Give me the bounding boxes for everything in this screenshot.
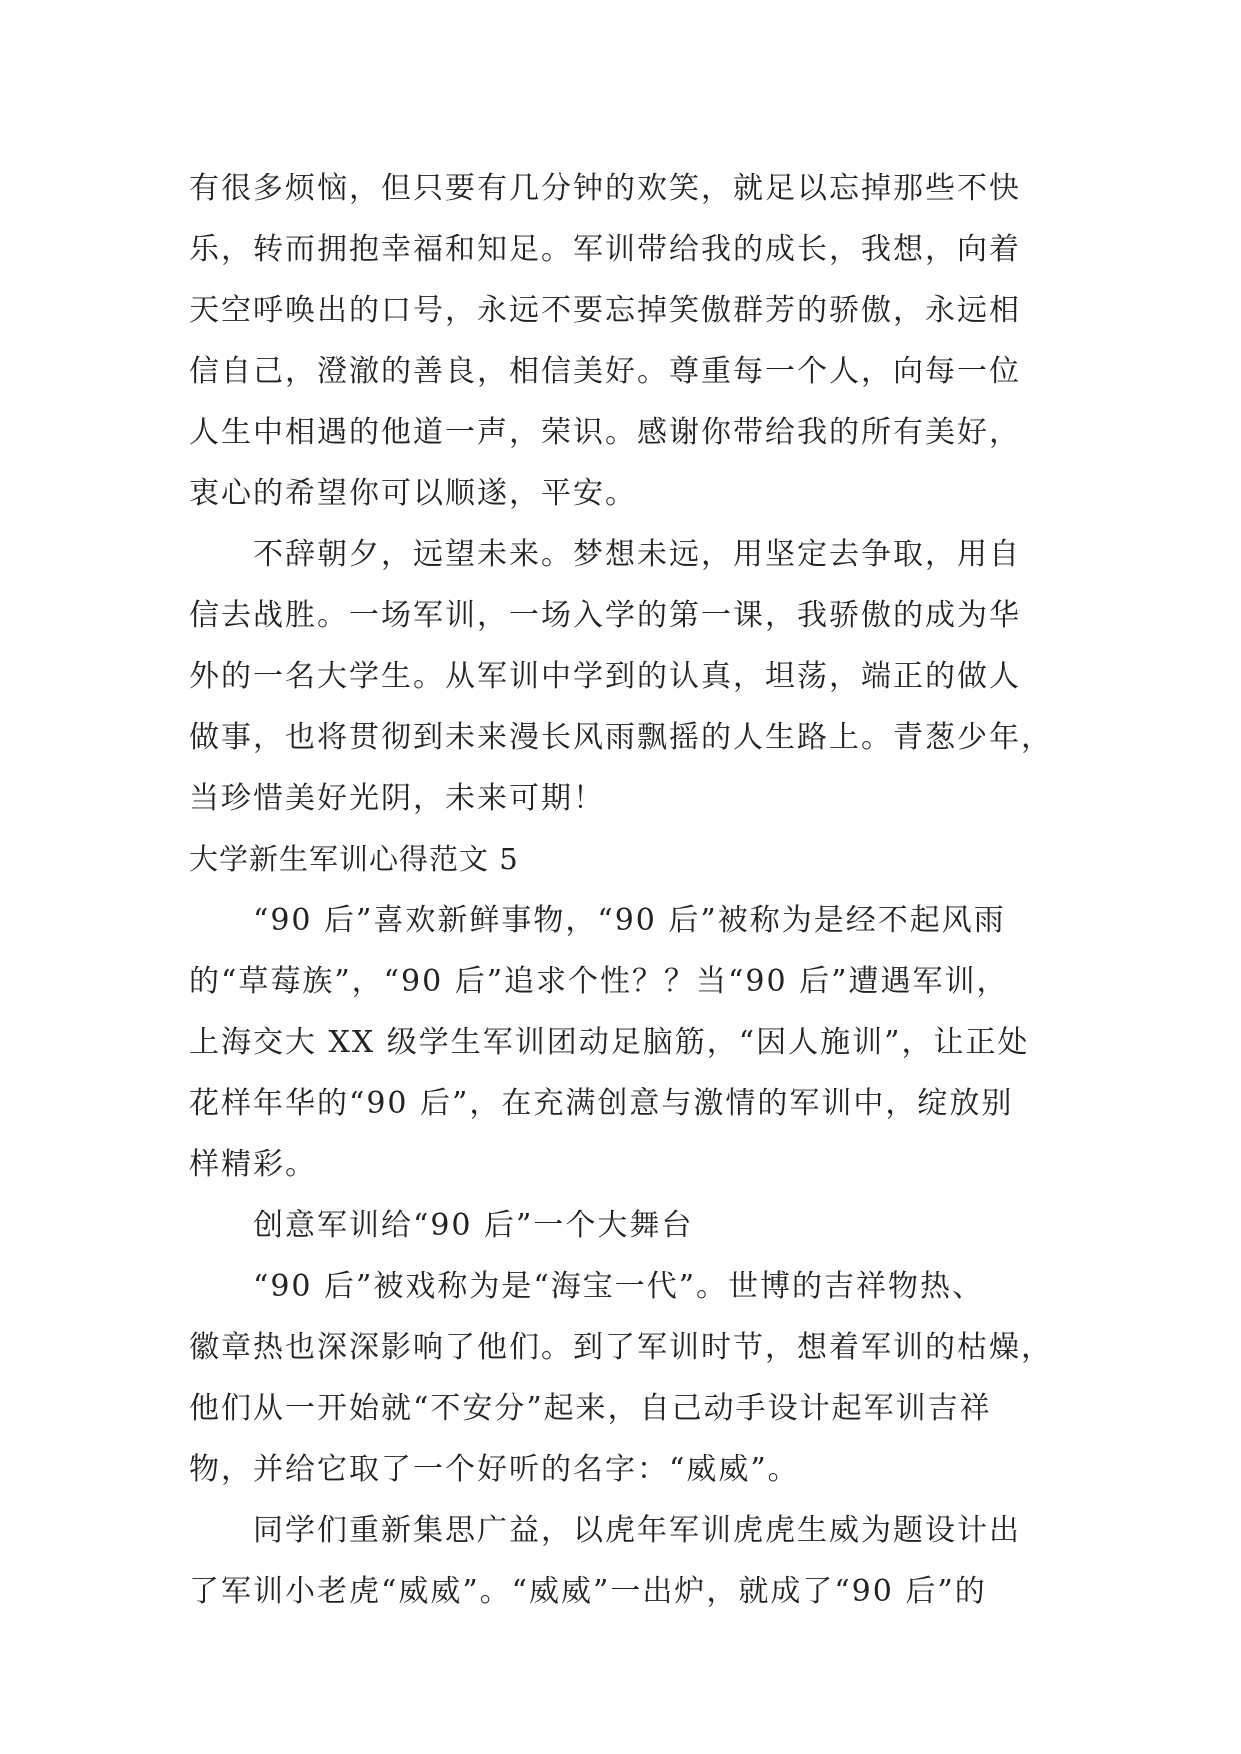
paragraph-line: 同学们重新集思广益，以虎年军训虎虎生威为题设计出	[253, 1513, 1021, 1548]
paragraph-line: 物，并给它取了一个好听的名字：“威威”。	[189, 1452, 800, 1487]
paragraph-line: 有很多烦恼，但只要有几分钟的欢笑，就足以忘掉那些不快	[189, 171, 1021, 206]
paragraph-line: 不辞朝夕，远望未来。梦想未远，用坚定去争取，用自	[253, 537, 1021, 572]
paragraph-line: 衷心的希望你可以顺遂，平安。	[189, 476, 637, 511]
section-title: 大学新生军训心得范文 5	[189, 842, 519, 876]
paragraph-line: 的“草莓族”，“90 后”追求个性？？当“90 后”遭遇军训，	[189, 964, 1009, 999]
paragraph-2	[189, 524, 1059, 829]
paragraph-line: 信去战胜。一场军训，一场入学的第一课，我骄傲的成为华	[189, 598, 1021, 633]
paragraph-line: 了军训小老虎“威威”。“威威”一出炉，就成了“90 后”的	[189, 1574, 987, 1609]
paragraph-line: “90 后”被戏称为是“海宝一代”。世博的吉祥物热、	[253, 1269, 985, 1304]
paragraph-line: 花样年华的“90 后”，在充满创意与激情的军训中，绽放别	[189, 1086, 1014, 1121]
paragraph-4	[189, 1256, 1059, 1500]
paragraph-3	[189, 890, 1059, 1195]
paragraph-line: 样精彩。	[189, 1147, 317, 1182]
paragraph-line: 上海交大 XX 级学生军训团动足脑筋，“因人施训”，让正处	[189, 1025, 1030, 1060]
subheading: 创意军训给“90 后”一个大舞台	[253, 1208, 694, 1243]
paragraph-line: 乐，转而拥抱幸福和知足。军训带给我的成长，我想，向着	[189, 232, 1021, 267]
paragraph-5	[189, 1500, 1059, 1622]
paragraph-line: 信自己，澄澈的善良，相信美好。尊重每一个人，向每一位	[189, 354, 1021, 389]
paragraph-line: 人生中相遇的他道一声，荣识。感谢你带给我的所有美好，	[189, 415, 1021, 450]
paragraph-line: 天空呼唤出的口号，永远不要忘掉笑傲群芳的骄傲，永远相	[189, 293, 1021, 328]
paragraph-1	[189, 158, 1059, 524]
paragraph-line: 他们从一开始就“不安分”起来，自己动手设计起军训吉祥	[189, 1391, 992, 1426]
paragraph-line: 外的一名大学生。从军训中学到的认真，坦荡，端正的做人	[189, 659, 1021, 694]
paragraph-line: “90 后”喜欢新鲜事物，“90 后”被称为是经不起风雨	[253, 903, 1006, 938]
paragraph-line: 做事，也将贯彻到未来漫长风雨飘摇的人生路上。青葱少年，	[189, 720, 1053, 755]
document-body	[189, 158, 1059, 1622]
paragraph-line: 当珍惜美好光阴，未来可期！	[189, 781, 605, 816]
paragraph-line: 徽章热也深深影响了他们。到了军训时节，想着军训的枯燥，	[189, 1330, 1053, 1365]
